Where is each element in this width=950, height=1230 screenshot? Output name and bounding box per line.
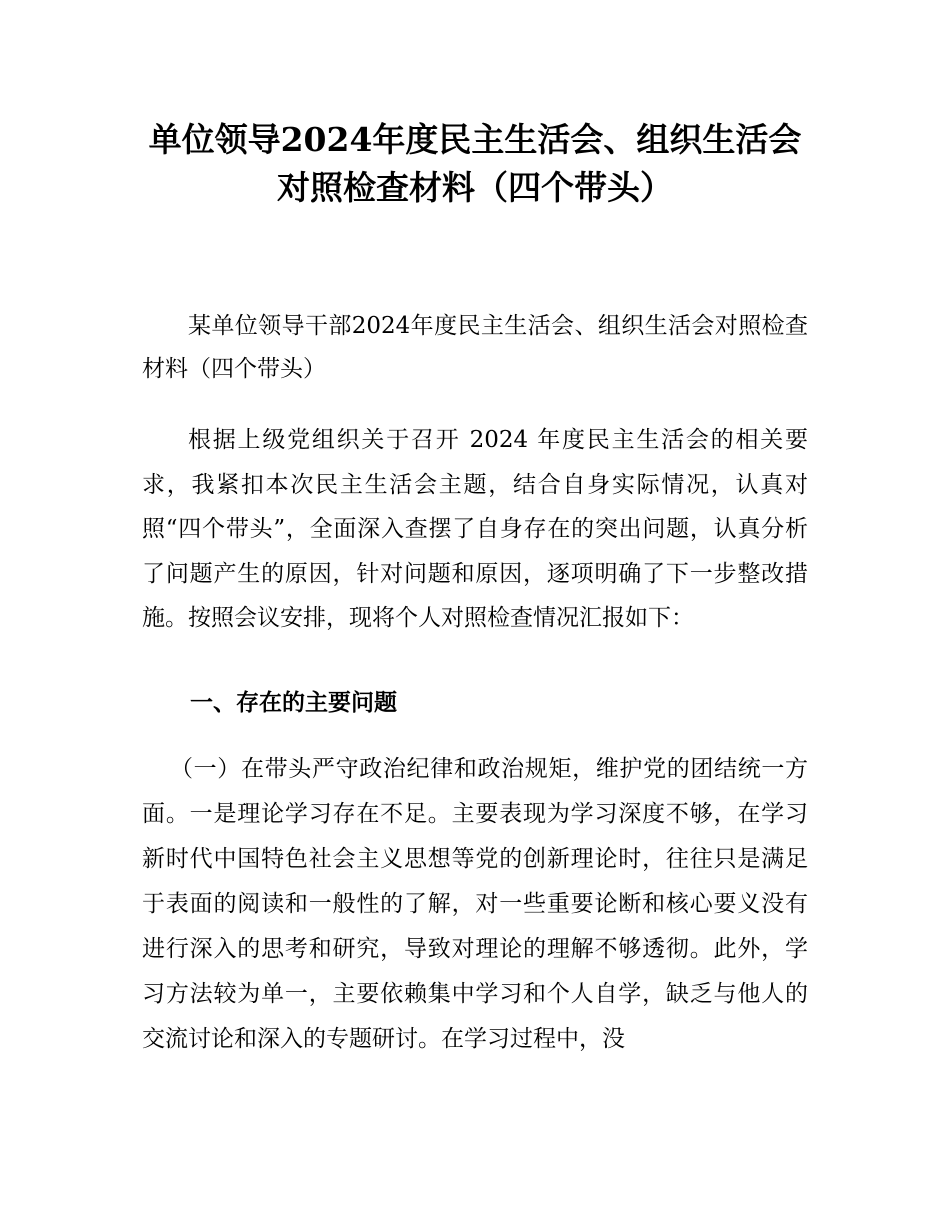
document-title-line-1: 单位领导2024年度民主生活会、组织生活会 xyxy=(148,120,802,159)
document-title-line-2: 对照检查材料（四个带头） xyxy=(277,168,673,207)
intro-paragraph: 根据上级党组织关于召开 2024 年度民主生活会的相关要求，我紧扣本次民主生活会主题，结合自身实际情况，认真对照“四个带头”，全面深入查摆了自身存在的突出问题，认真分析了问题产生的原因，针对问题和原因，逐项明确了下一步整改措施。按照会议安排，现将个人对照检查情况汇报如下： xyxy=(142,427,808,631)
section-heading: 一、存在的主要问题 xyxy=(190,690,397,716)
body-paragraph: （一）在带头严守政治纪律和政治规矩，维护党的团结统一方面。一是理论学习存在不足。主要表现为学习深度不够，在学习新时代中国特色社会主义思想等党的创新理论时，往往只是满足于表面的阅读和一般性的了解，对一些重要论断和核心要义没有进行深入的思考和研究，导致对理论的理解不够透彻。此外，学习方法较为单一，主要依赖集中学习和个人自学，缺乏与他人的交流讨论和深入的专题研讨。在学习过程中，没 xyxy=(142,756,808,1052)
document-subtitle: 某单位领导干部2024年度民主生活会、组织生活会对照检查材料（四个带头） xyxy=(142,313,808,382)
